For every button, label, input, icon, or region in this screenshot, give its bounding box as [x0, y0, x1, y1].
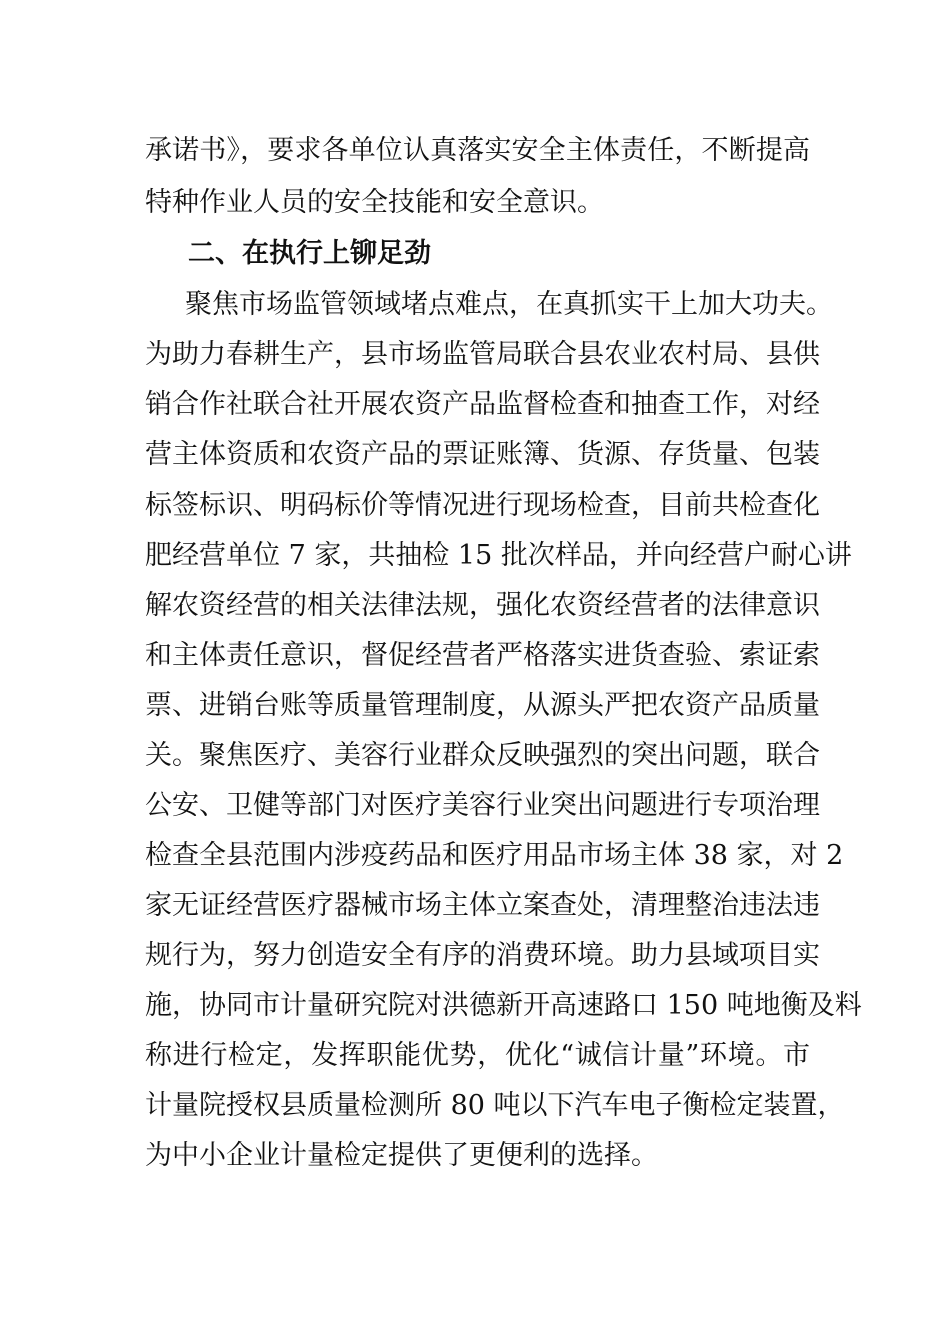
- paragraph-line: 特种作业人员的安全技能和安全意识。: [145, 187, 604, 218]
- paragraph-line: 聚焦市场监管领域堵点难点，在真抓实干上加大功夫。: [185, 289, 833, 320]
- paragraph-line: 关。聚焦医疗、美容行业群众反映强烈的突出问题，联合: [145, 740, 820, 771]
- paragraph-line: 规行为，努力创造安全有序的消费环境。助力县域项目实: [145, 940, 820, 971]
- paragraph-line: 为中小企业计量检定提供了更便利的选择。: [145, 1140, 658, 1171]
- paragraph-line: 施，协同市计量研究院对洪德新开高速路口 150 吨地衡及料: [145, 990, 862, 1021]
- paragraph-line: 票、进销台账等质量管理制度，从源头严把农资产品质量: [145, 690, 820, 721]
- paragraph-line: 承诺书》，要求各单位认真落实安全主体责任，不断提高: [145, 135, 810, 166]
- paragraph-line: 销合作社联合社开展农资产品监督检查和抽查工作，对经: [145, 389, 820, 420]
- paragraph-line: 标签标识、明码标价等情况进行现场检查，目前共检查化: [145, 490, 820, 521]
- paragraph-line: 为助力春耕生产，县市场监管局联合县农业农村局、县供: [145, 339, 820, 370]
- paragraph-line: 解农资经营的相关法律法规，强化农资经营者的法律意识: [145, 590, 820, 621]
- paragraph-line: 公安、卫健等部门对医疗美容行业突出问题进行专项治理: [145, 790, 820, 821]
- section-heading: 二、在执行上铆足劲: [188, 238, 431, 269]
- paragraph-line: 称进行检定，发挥职能优势，优化“诚信计量”环境。市: [145, 1040, 810, 1071]
- paragraph-line: 和主体责任意识，督促经营者严格落实进货查验、索证索: [145, 640, 820, 671]
- paragraph-line: 检查全县范围内涉疫药品和医疗用品市场主体 38 家，对 2: [145, 840, 844, 871]
- paragraph-line: 肥经营单位 7 家，共抽检 15 批次样品，并向经营户耐心讲: [145, 540, 852, 571]
- paragraph-line: 营主体资质和农资产品的票证账簿、货源、存货量、包装: [145, 439, 820, 470]
- paragraph-line: 家无证经营医疗器械市场主体立案查处，清理整治违法违: [145, 890, 820, 921]
- paragraph-line: 计量院授权县质量检测所 80 吨以下汽车电子衡检定装置，: [145, 1090, 845, 1121]
